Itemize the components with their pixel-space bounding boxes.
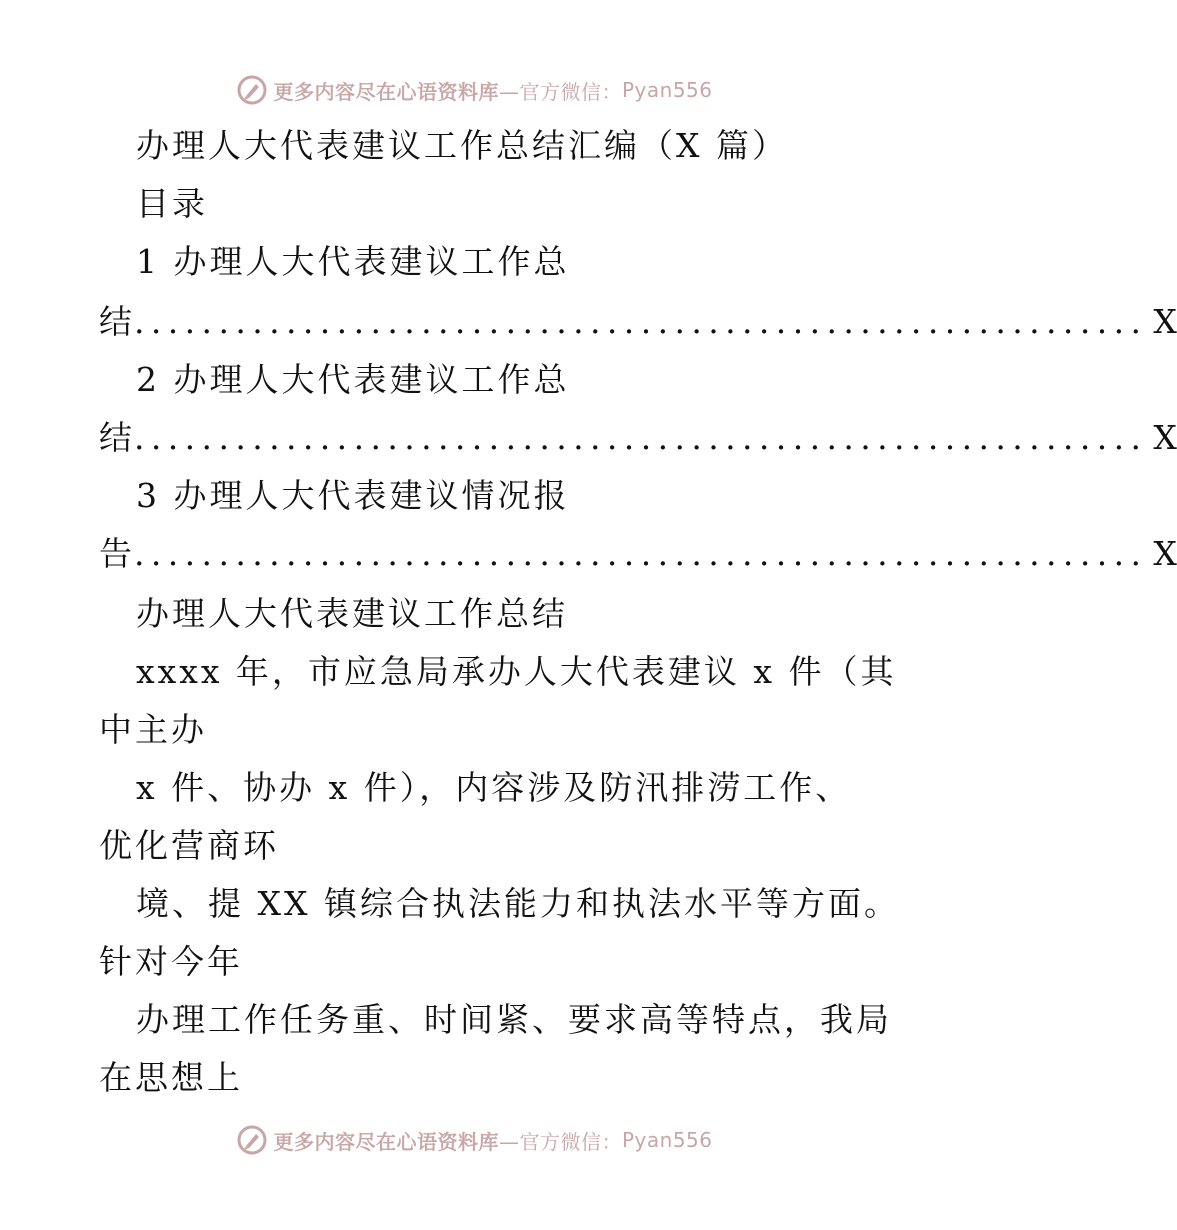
toc-entry-2-page: X (1153, 418, 1177, 457)
toc-entry-1-wrap: 结 (99, 302, 132, 341)
body-line: x 件、协办 x 件），内容涉及防汛排涝工作、 (136, 768, 852, 807)
banner-contact-label: —官方微信： (498, 79, 622, 104)
toc-entry-3-page: X (1153, 534, 1177, 573)
body-line: xxxx 年，市应急局承办人大代表建议 x 件（其 (136, 652, 897, 691)
body-line: 优化营商环 (99, 826, 279, 865)
toc-entry-3-text: 3 办理人大代表建议情况报 (136, 476, 570, 515)
toc-leader-dots: ............................................................ (134, 418, 1148, 457)
banner-text: 更多内容尽在心语资料库 (273, 79, 499, 104)
toc-entry-2-wrap: 结 (99, 418, 132, 457)
toc-entry-2-leader-line (99, 418, 1177, 458)
body-line: 在思想上 (99, 1058, 243, 1097)
toc-leader-dots: ............................................................ (134, 534, 1148, 573)
toc-entry-3-leader-line (99, 534, 1177, 574)
banner-contact-label: —官方微信： (498, 1129, 622, 1154)
toc-entry-1-leader-line (99, 302, 1177, 342)
body-line: 针对今年 (99, 942, 243, 981)
banner-wechat-handle: Pyan556 (621, 78, 713, 102)
banner-text: 更多内容尽在心语资料库 (273, 1129, 499, 1154)
body-line: 中主办 (99, 710, 207, 749)
header-watermark-banner (0, 70, 950, 110)
toc-entry-2-text: 2 办理人大代表建议工作总 (136, 360, 570, 399)
toc-entry-3-wrap: 告 (99, 534, 132, 573)
toc-leader-dots: ............................................................ (134, 302, 1148, 341)
footer-watermark-banner (0, 1120, 950, 1160)
banner-wechat-handle: Pyan556 (621, 1128, 713, 1152)
body-line: 办理工作任务重、时间紧、要求高等特点，我局 (136, 1000, 892, 1039)
body-line: 境、提 XX 镇综合执法能力和执法水平等方面。 (136, 884, 900, 923)
pen-logo-icon (237, 1125, 267, 1155)
toc-entry-1-text: 1 办理人大代表建议工作总 (136, 242, 570, 281)
pen-logo-icon (237, 75, 267, 105)
document-title: 办理人大代表建议工作总结汇编（X 篇） (136, 126, 788, 165)
section-title: 办理人大代表建议工作总结 (136, 594, 568, 633)
toc-heading: 目录 (136, 184, 208, 223)
toc-entry-1-page: X (1153, 302, 1177, 341)
